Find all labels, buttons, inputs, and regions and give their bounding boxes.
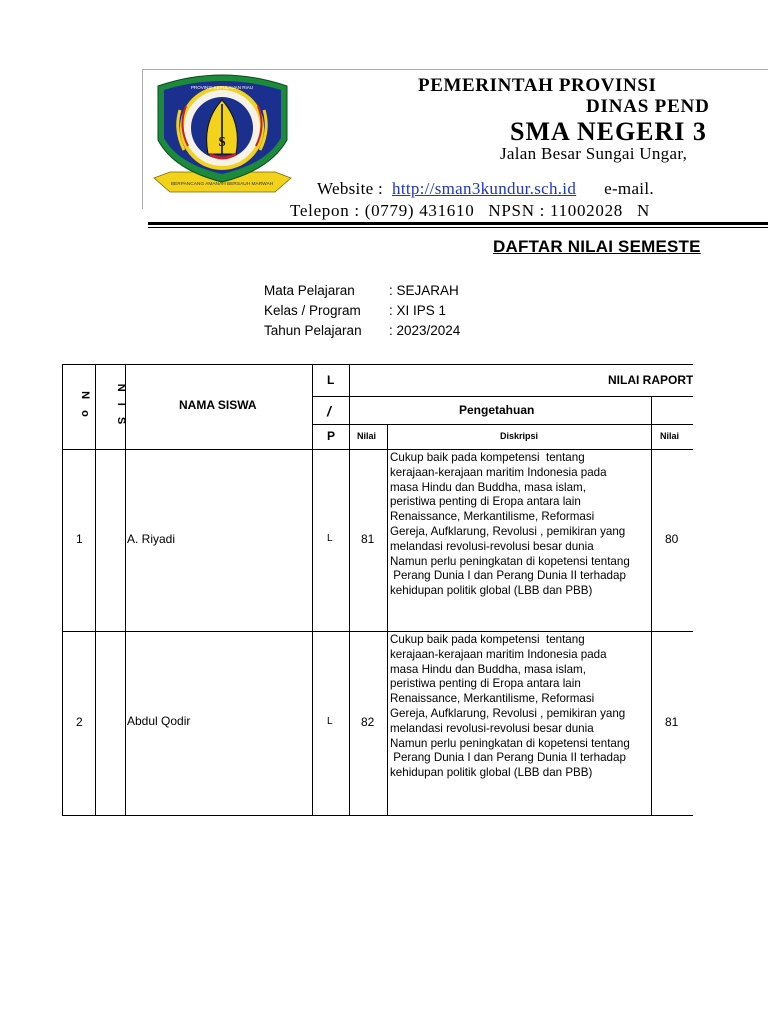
email-label: e-mail. [604, 179, 654, 198]
header-pengetahuan: Pengetahuan [459, 403, 535, 417]
logo-motto-text: BERPANCANG AMANAH BERSAUH MARWAH [170, 182, 274, 187]
province-logo-icon [150, 70, 295, 200]
letterhead-tail-text: N [636, 201, 650, 220]
table-border-top [62, 364, 693, 365]
table-line-under-header [62, 449, 693, 450]
header-lp-bottom: P [327, 429, 336, 443]
table-col-nis [125, 364, 126, 816]
letterhead-rule-thick [148, 222, 768, 225]
header-nilai-raport: NILAI RAPORT [608, 373, 693, 387]
header-lp-mid: / [327, 403, 331, 419]
logo-province-text: PROVINSI KEPULAUAN RIAU [190, 85, 254, 90]
table-col-lp [349, 364, 350, 816]
meta-class-label: Kelas / Program [264, 303, 361, 318]
header-lp-top: L [327, 373, 335, 387]
header-nis: N I S [115, 383, 128, 429]
header-nilai: Nilai [357, 431, 377, 441]
header-nilai-2: Nilai [660, 431, 680, 441]
table-col-no [95, 364, 96, 816]
phone-text: Telepon : (0779) 431610 [290, 201, 475, 220]
header-diskripsi: Diskripsi [500, 431, 539, 441]
meta-subject-value: : SEJARAH [389, 283, 459, 298]
row-1-nilai-2: 80 [665, 532, 679, 546]
grades-table [62, 364, 693, 816]
letterhead-school-name: SMA NEGERI 3 [510, 117, 707, 146]
letterhead-contact-web [317, 180, 654, 197]
row-2-nama: Abdul Qodir [127, 714, 191, 728]
row-2-diskripsi: Cukup baik pada kompetensi tentang kerajaan-kerajaan maritim Indonesia pada masa Hindu dan Buddha, masa islam, peristiwa penting di Eropa antara lain Renaissance, Merkantilisme, Reformasi Gereja, Aufklarung, Revolusi , pemikiran yang melandasi revolusi-revolusi besar dunia Namun perlu peningkatan di kopetensi tentang Perang Dunia I dan Perang Dunia II terhadap kehidupan politik global (LBB dan PBB) [390, 633, 630, 780]
meta-class-value: : XI IPS 1 [389, 303, 447, 318]
meta-year-label: Tahun Pelajaran [264, 323, 362, 338]
page-title: DAFTAR NILAI SEMESTE [493, 237, 701, 256]
row-2-nilai-2: 81 [665, 715, 679, 729]
letterhead-rule-thin [148, 227, 768, 228]
table-line-lp-1 [312, 396, 349, 397]
header-nama-siswa: NAMA SISWA [179, 398, 257, 412]
table-col-nilai [387, 424, 388, 816]
npsn-text: NPSN : 11002028 [488, 201, 623, 220]
letterhead-contact-phone [290, 202, 664, 219]
website-link[interactable]: http://sman3kundur.sch.id [392, 179, 577, 198]
letterhead-government-line: PEMERINTAH PROVINSI [418, 75, 657, 96]
table-line-under-pengetahuan [312, 424, 693, 425]
svg-text:$: $ [218, 135, 226, 150]
table-line-row-1 [62, 631, 693, 632]
table-col-nama [312, 364, 313, 816]
table-line-under-nilai-raport [349, 396, 693, 397]
letterhead-frame-left [142, 69, 143, 209]
row-1-no: 1 [76, 532, 83, 546]
meta-subject-label: Mata Pelajaran [264, 283, 355, 298]
letterhead-agency-line: DINAS PEND [586, 96, 710, 117]
meta-year-value: : 2023/2024 [389, 323, 461, 338]
table-border-left [62, 364, 63, 816]
header-no: N o [78, 391, 91, 421]
row-2-nilai: 82 [361, 715, 375, 729]
row-2-lp: L [327, 716, 333, 727]
table-col-diskripsi [651, 396, 652, 816]
table-border-bottom [62, 815, 693, 816]
letterhead-address: Jalan Besar Sungai Ungar, [500, 144, 688, 163]
website-label: Website : [317, 179, 384, 198]
row-1-nilai: 81 [361, 532, 375, 546]
row-1-nama: A. Riyadi [127, 532, 176, 546]
row-1-diskripsi: Cukup baik pada kompetensi tentang kerajaan-kerajaan maritim Indonesia pada masa Hindu dan Buddha, masa islam, peristiwa penting di Eropa antara lain Renaissance, Merkantilisme, Reformasi Gereja, Aufklarung, Revolusi , pemikiran yang melandasi revolusi-revolusi besar dunia Namun perlu peningkatan di kopetensi tentang Perang Dunia I dan Perang Dunia II terhadap kehidupan politik global (LBB dan PBB) [390, 451, 630, 598]
row-1-lp: L [327, 533, 333, 544]
row-2-no: 2 [76, 715, 83, 729]
